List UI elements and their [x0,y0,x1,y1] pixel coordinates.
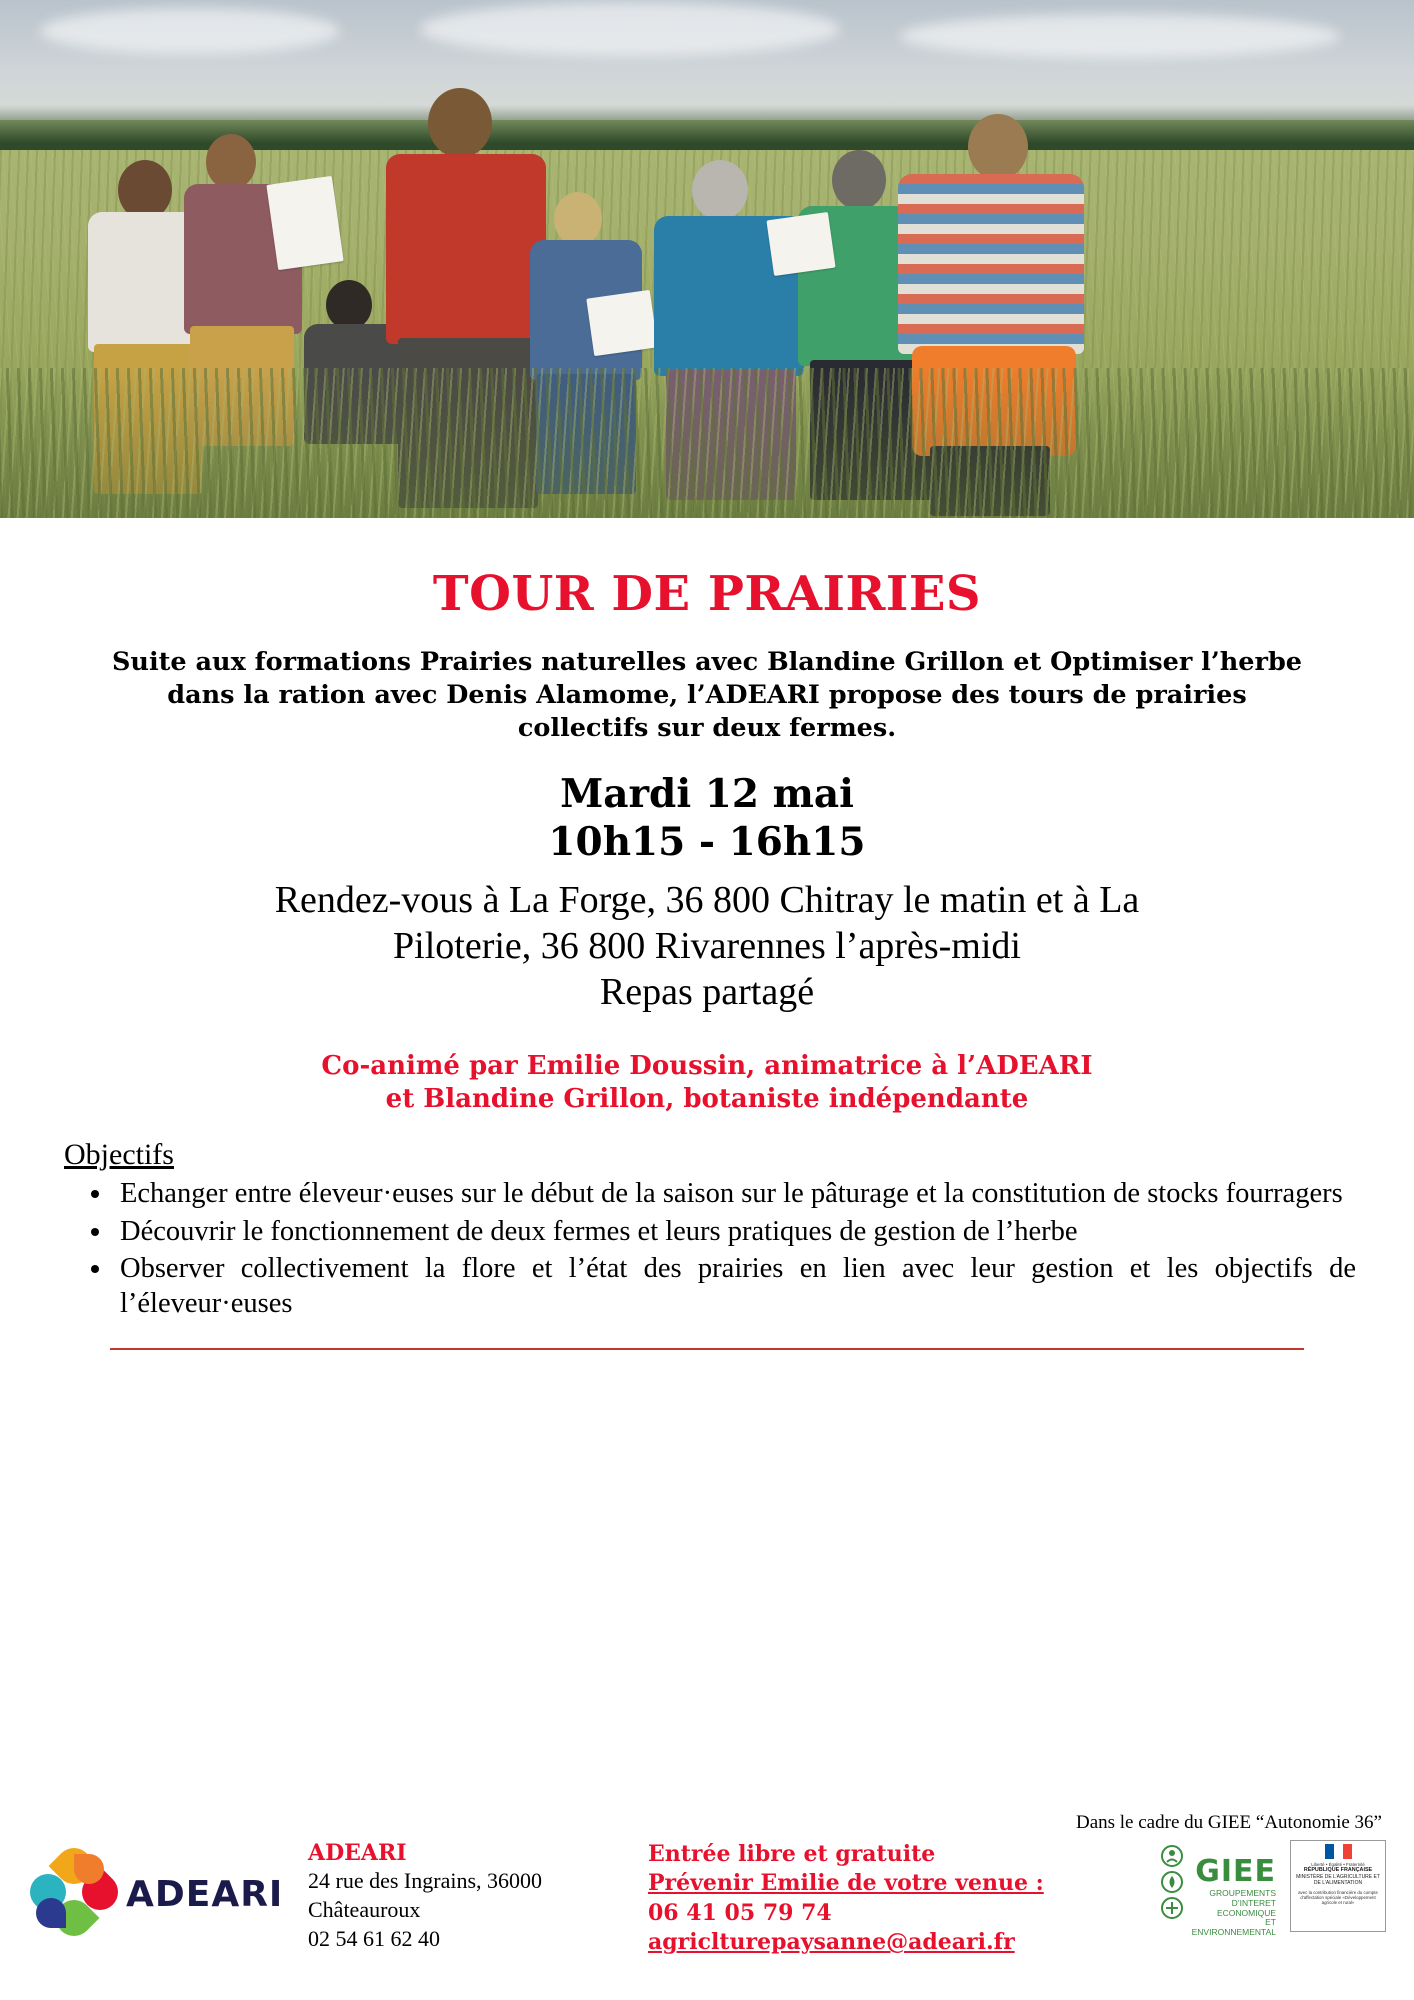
contact-email[interactable]: agriclturepaysanne@adeari.fr [648,1929,1015,1956]
animator-line-1: Co-animé par Emilie Doussin, animatrice à l’ADEARI [321,1050,1093,1081]
org-name: ADEARI [308,1840,407,1866]
giee-logo-icon [1156,1842,1276,1938]
footer-divider [110,1348,1304,1350]
event-place [22,877,1392,1016]
foreground-grass [0,368,1414,518]
objectives-heading: Objectifs [64,1138,174,1172]
event-day: Mardi 12 mai [560,771,854,818]
adeari-logo-block [28,1812,298,1940]
contact-details [648,1812,1048,1958]
french-flag-icon [1293,1844,1383,1859]
flower-logo-icon [28,1848,120,1940]
intro-paragraph: Suite aux formations Prairies naturelles avec Blandine Grillon et Optimiser l’herbe dans la ration avec Denis Alamome, l’ADEARI propose des tours de prairies collectifs sur deux fermes. [112,647,1302,744]
giee-sub-1: GROUPEMENTS [1209,1888,1276,1898]
place-line-3: Repas partagé [599,971,815,1014]
giee-sub-2: D’INTERET ECONOMIQUE [1216,1897,1276,1918]
list-item: • Découvrir le fonctionnement de deux fermes et leurs pratiques de gestion de l’herbe [114,1214,1392,1249]
place-line-2: Piloterie, 36 800 Rivarennes l’après-midi [393,924,1021,967]
marianne-note: avec la contribution financière du compte d’affectation spéciale «Développement agricole et rural» [1298,1890,1378,1906]
giee-caption: Dans le cadre du GIEE “Autonomie 36” [1075,1812,1382,1833]
list-item: • Echanger entre éleveur·euses sur le début de la saison sur le pâturage et la constitution de stocks fourragers [114,1176,1392,1211]
footer [0,1800,1414,2000]
place-line-1: Rendez-vous à La Forge, 36 800 Chitray le matin et à La [274,878,1140,921]
list-item: • Observer collectivement la flore et l’état des prairies en lien avec leur gestion et les objectifs de l’éleveur·euses [114,1251,1392,1322]
rsvp-note: Prévenir Emilie de votre venue : [648,1870,1044,1897]
organisation-details [308,1812,638,1953]
adeari-wordmark: ADEARI [126,1873,284,1915]
contact-phone: 06 41 05 79 74 [648,1899,832,1926]
giee-wordmark: GIEE [1195,1854,1276,1889]
republique-francaise-logo [1290,1840,1386,1932]
cloud [40,8,340,54]
page-title: TOUR DE PRAIRIES [432,566,982,622]
org-phone: 02 54 61 62 40 [308,1926,440,1952]
objectives-list [22,1176,1392,1321]
marianne-republic: RÉPUBLIQUE FRANÇAISE [1303,1867,1373,1874]
free-entry-note: Entrée libre et gratuite [648,1841,936,1867]
marianne-motto: Liberté • Égalité • Fraternité [1311,1862,1365,1867]
hero-photo [0,0,1414,518]
org-address-2: Châteauroux [308,1897,421,1923]
marianne-ministry: MINISTÈRE DE L’AGRICULTURE ET DE L’ALIMENTATION [1296,1874,1380,1887]
cloud [900,14,1340,58]
animators [22,1050,1392,1117]
org-address-1: 24 rue des Ingrains, 36000 [308,1868,543,1893]
giee-sub-3: ET ENVIRONNEMENTAL [1191,1917,1276,1938]
poster-content [0,566,1414,1350]
partners-block [1058,1812,1386,1938]
event-time: 10h15 - 16h15 [548,819,866,865]
cloud [420,2,840,56]
animator-line-2: et Blandine Grillon, botaniste indépendante [385,1083,1029,1114]
event-date [22,771,1392,866]
